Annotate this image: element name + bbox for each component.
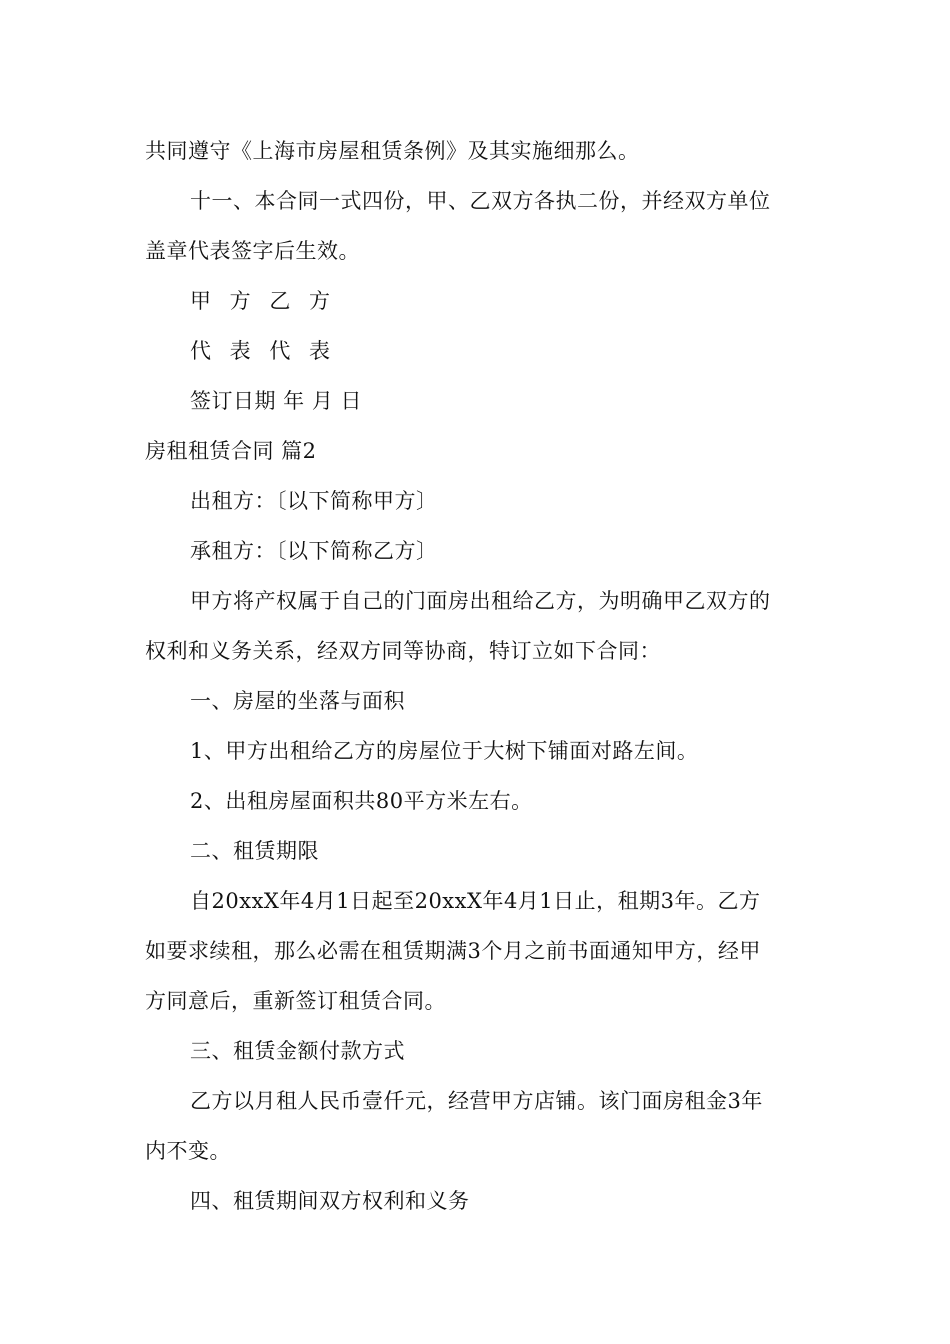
paragraph-line: 自20xxX年4月1日起至20xxX年4月1日止，租期3年。乙方 bbox=[190, 889, 761, 913]
clause-heading: 四、租赁期间双方权利和义务 bbox=[190, 1189, 470, 1213]
clause-heading: 二、租赁期限 bbox=[190, 839, 319, 863]
signature-party-line: 甲 方 乙 方 bbox=[190, 289, 337, 313]
paragraph-line: 权利和义务关系，经双方同等协商，特订立如下合同： bbox=[145, 639, 661, 663]
section-heading: 房租租赁合同 篇2 bbox=[145, 439, 317, 463]
paragraph-line: 共同遵守《上海市房屋租赁条例》及其实施细那么。 bbox=[145, 139, 640, 163]
lessee-line: 承租方：〔以下简称乙方〕 bbox=[190, 539, 438, 563]
clause-item: 1、甲方出租给乙方的房屋位于大树下铺面对路左间。 bbox=[190, 739, 699, 763]
clause-heading: 一、房屋的坐落与面积 bbox=[190, 689, 405, 713]
paragraph-line: 盖章代表签字后生效。 bbox=[145, 239, 360, 263]
signing-date-line: 签订日期 年 月 日 bbox=[190, 389, 363, 413]
lessor-line: 出租方：〔以下简称甲方〕 bbox=[190, 489, 438, 513]
paragraph-line: 方同意后，重新签订租赁合同。 bbox=[145, 989, 446, 1013]
paragraph-line: 如要求续租，那么必需在租赁期满3个月之前书面通知甲方，经甲 bbox=[145, 939, 761, 963]
clause-heading: 三、租赁金额付款方式 bbox=[190, 1039, 405, 1063]
paragraph-line: 甲方将产权属于自己的门面房出租给乙方，为明确甲乙双方的 bbox=[190, 589, 771, 613]
paragraph-line: 内不变。 bbox=[145, 1139, 231, 1163]
clause-item: 2、出租房屋面积共80平方米左右。 bbox=[190, 789, 533, 813]
paragraph-line: 乙方以月租人民币壹仟元，经营甲方店铺。该门面房租金3年 bbox=[190, 1089, 763, 1113]
paragraph-line: 十一、本合同一式四份，甲、乙双方各执二份，并经双方单位 bbox=[190, 189, 771, 213]
signature-representative-line: 代 表 代 表 bbox=[190, 339, 337, 363]
